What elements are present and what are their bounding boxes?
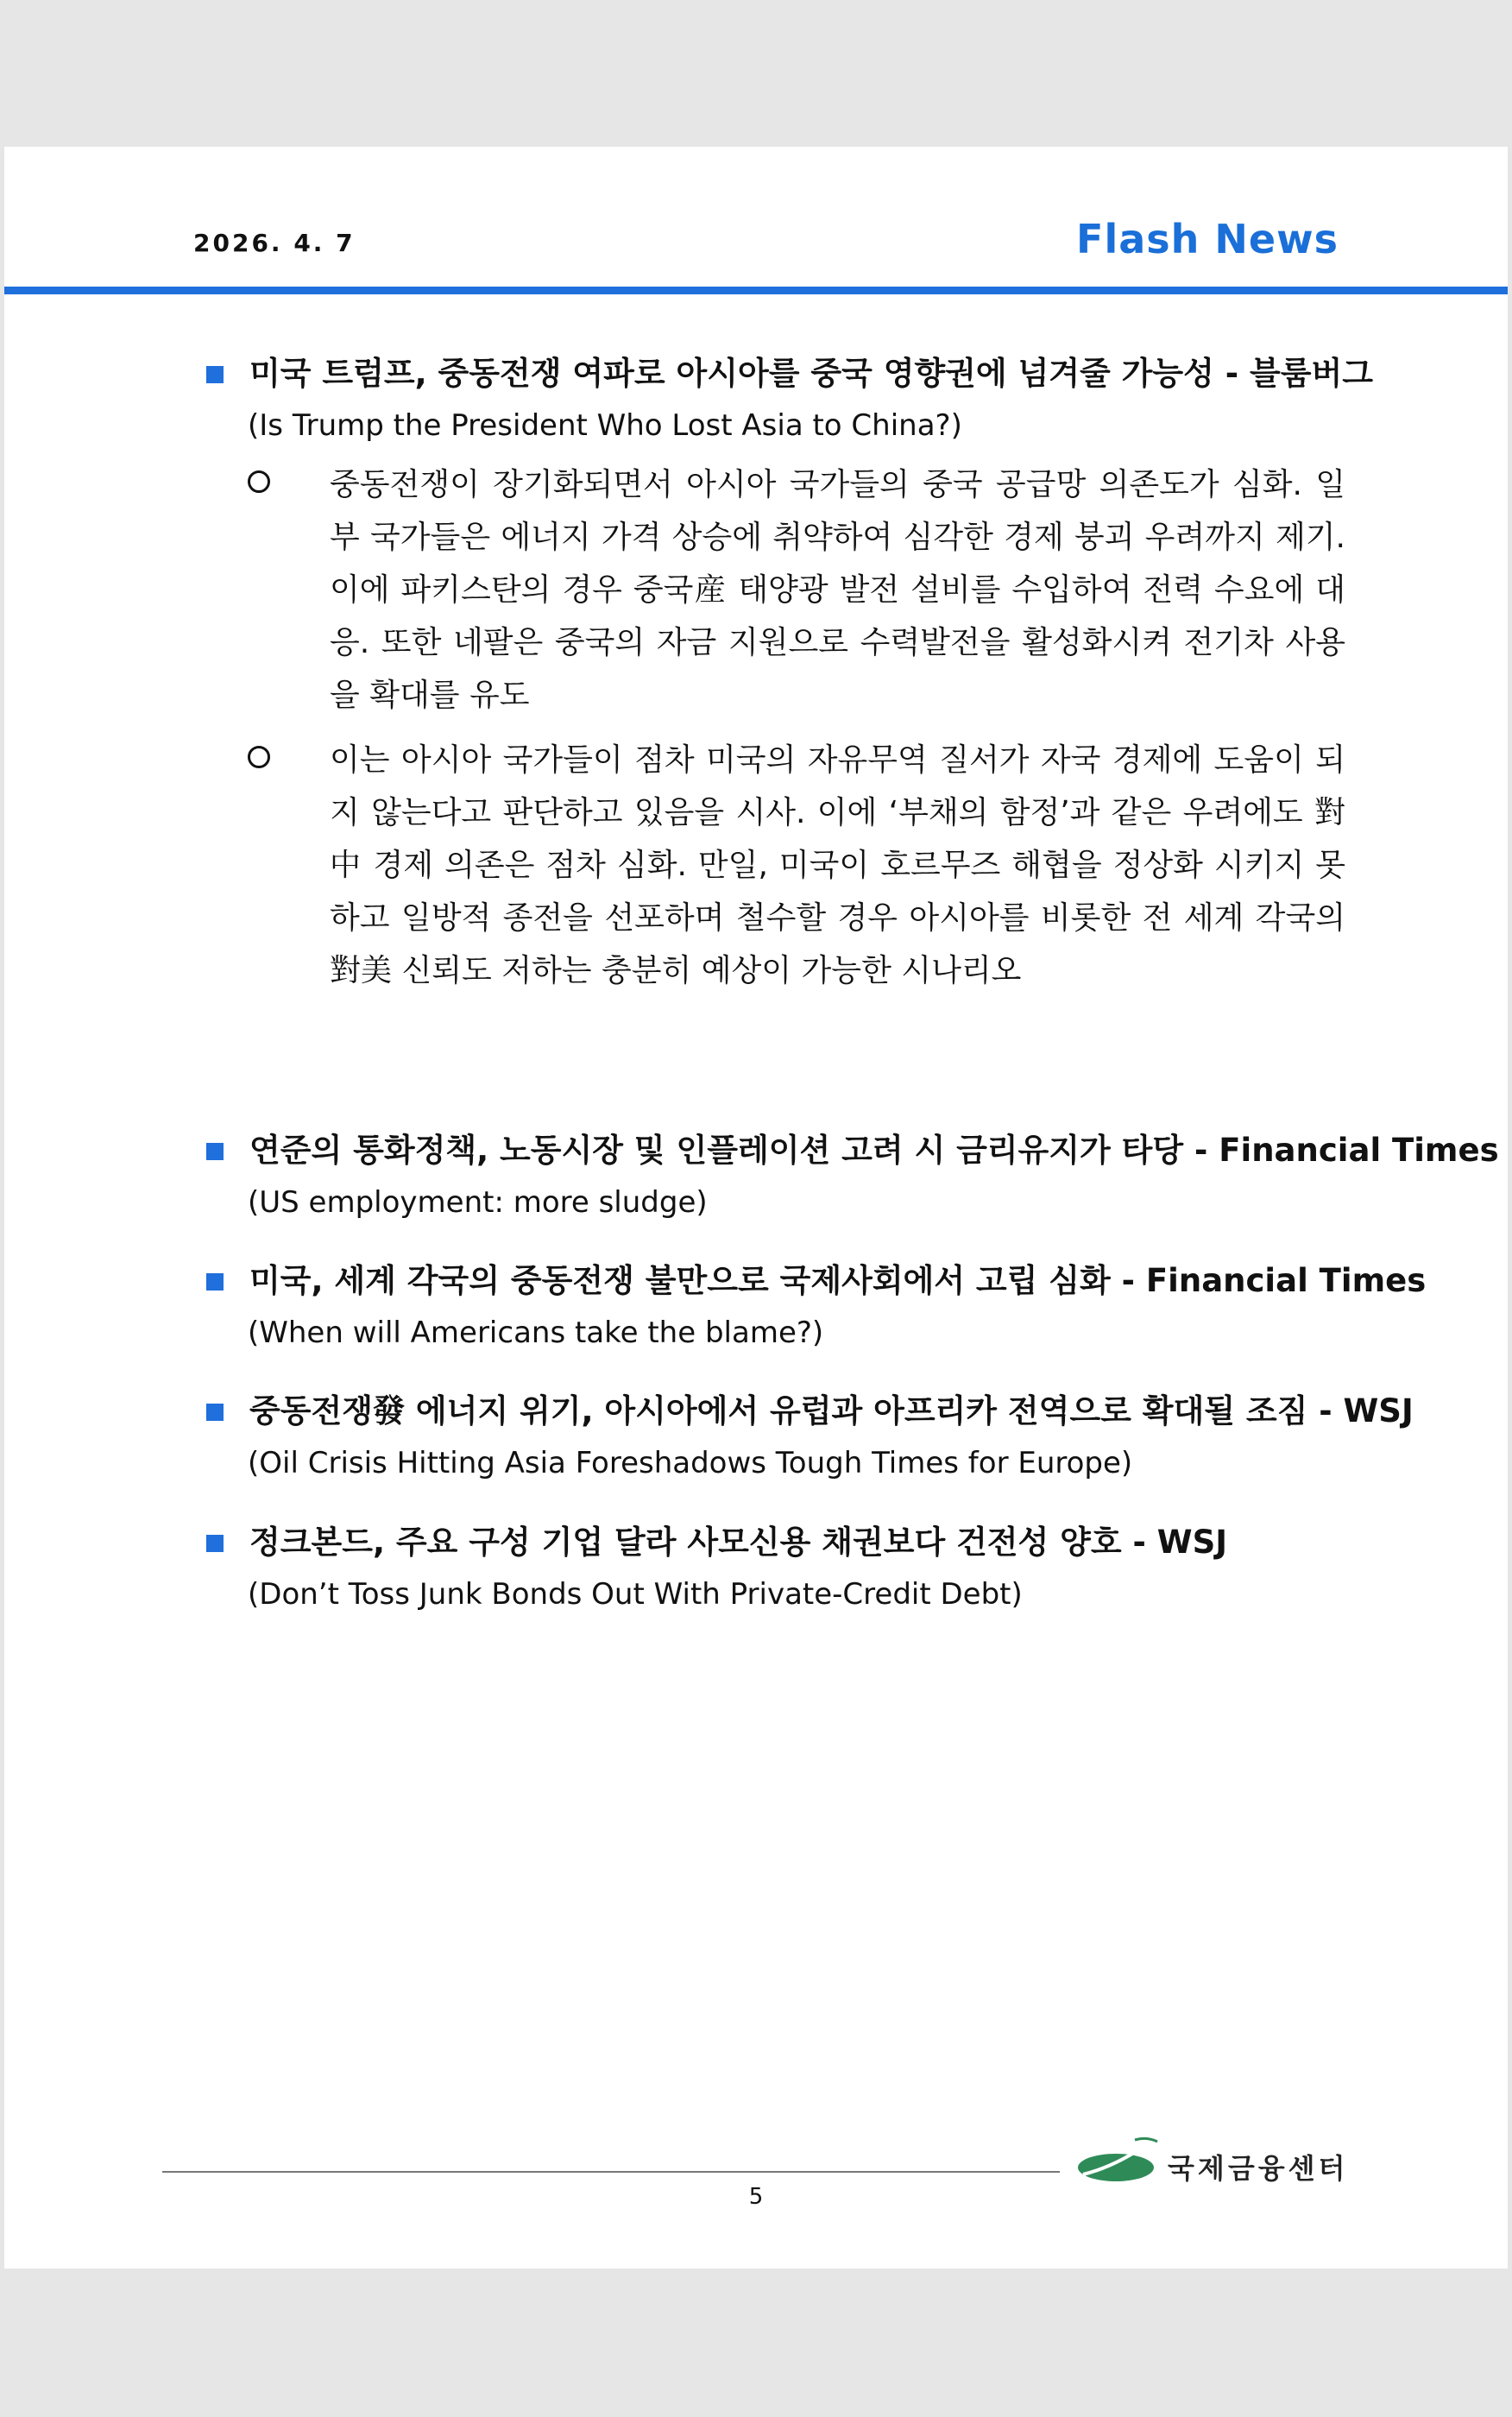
news-item <box>206 1255 1427 1359</box>
news-item-source-title: (Don’t Toss Junk Bonds Out With Private-Credit Debt) <box>248 1577 1023 1612</box>
square-bullet-icon <box>206 1143 224 1160</box>
news-item-source-title: (Is Trump the President Who Lost Asia to China?) <box>248 408 962 443</box>
news-item <box>206 1125 1499 1228</box>
logo-leaf-icon <box>1074 2136 1161 2188</box>
square-bullet-icon <box>206 1404 224 1421</box>
news-item-title: 중동전쟁發 에너지 위기, 아시아에서 유럽과 아프리카 전역으로 확대될 조짐 - WSJ <box>206 1385 1345 1437</box>
detail-paragraph: 중동전쟁이 장기화되면서 아시아 국가들의 중국 공급망 의존도가 심화. 일부 국가들은 에너지 가격 상승에 취약하여 심각한 경제 붕괴 우려까지 제기. 이에 파키스탄의 경우 중국産 태양광 발전 설비를 수입하여 전력 수요에 대응. 또한 네팔은 중국의 자금 지원으로 수력발전을 활성화시켜 전기차 사용을 확대를 유도 <box>248 458 1345 722</box>
news-item <box>206 348 1373 1009</box>
org-logo <box>1074 2136 1351 2188</box>
report-title: Flash News <box>1076 216 1339 262</box>
news-item <box>206 1385 1414 1489</box>
news-item-details <box>206 458 1345 997</box>
news-item-title: 정크본드, 주요 구성 기업 달라 사모신용 채권보다 건전성 양호 - WSJ <box>206 1517 1345 1568</box>
footer-divider <box>162 2171 1060 2173</box>
page-number: 5 <box>748 2184 764 2210</box>
report-date: 2026. 4. 7 <box>193 229 356 257</box>
org-name: 국제금융센터 <box>1168 2152 1349 2185</box>
news-item-title: 연준의 통화정책, 노동시장 및 인플레이션 고려 시 금리유지가 타당 - Financial Times <box>206 1125 1345 1177</box>
square-bullet-icon <box>206 1273 224 1291</box>
document-page <box>4 147 1508 2269</box>
detail-paragraph: 이는 아시아 국가들이 점차 미국의 자유무역 질서가 자국 경제에 도움이 되지 않는다고 판단하고 있음을 시사. 이에 ‘부채의 함정’과 같은 우려에도 對中 경제 의존은 점차 심화. 만일, 미국이 호르무즈 해협을 정상화 시키지 못하고 일방적 종전을 선포하며 철수할 경우 아시아를 비롯한 전 세계 각국의 對美 신뢰도 저하는 충분히 예상이 가능한 시나리오 <box>248 734 1345 997</box>
news-item-title: 미국 트럼프, 중동전쟁 여파로 아시아를 중국 영향권에 넘겨줄 가능성 - 블룸버그 <box>206 348 1345 400</box>
square-bullet-icon <box>206 366 224 383</box>
news-item-source-title: (When will Americans take the blame?) <box>248 1316 824 1350</box>
circle-bullet-icon <box>248 470 270 493</box>
news-item-title: 미국, 세계 각국의 중동전쟁 불만으로 국제사회에서 고립 심화 - Financial Times <box>206 1255 1345 1307</box>
header-divider <box>4 287 1508 294</box>
circle-bullet-icon <box>248 746 270 768</box>
news-item-source-title: (US employment: more sludge) <box>248 1185 708 1220</box>
news-item-source-title: (Oil Crisis Hitting Asia Foreshadows Tough Times for Europe) <box>248 1446 1133 1480</box>
square-bullet-icon <box>206 1535 224 1552</box>
news-item <box>206 1517 1345 1620</box>
